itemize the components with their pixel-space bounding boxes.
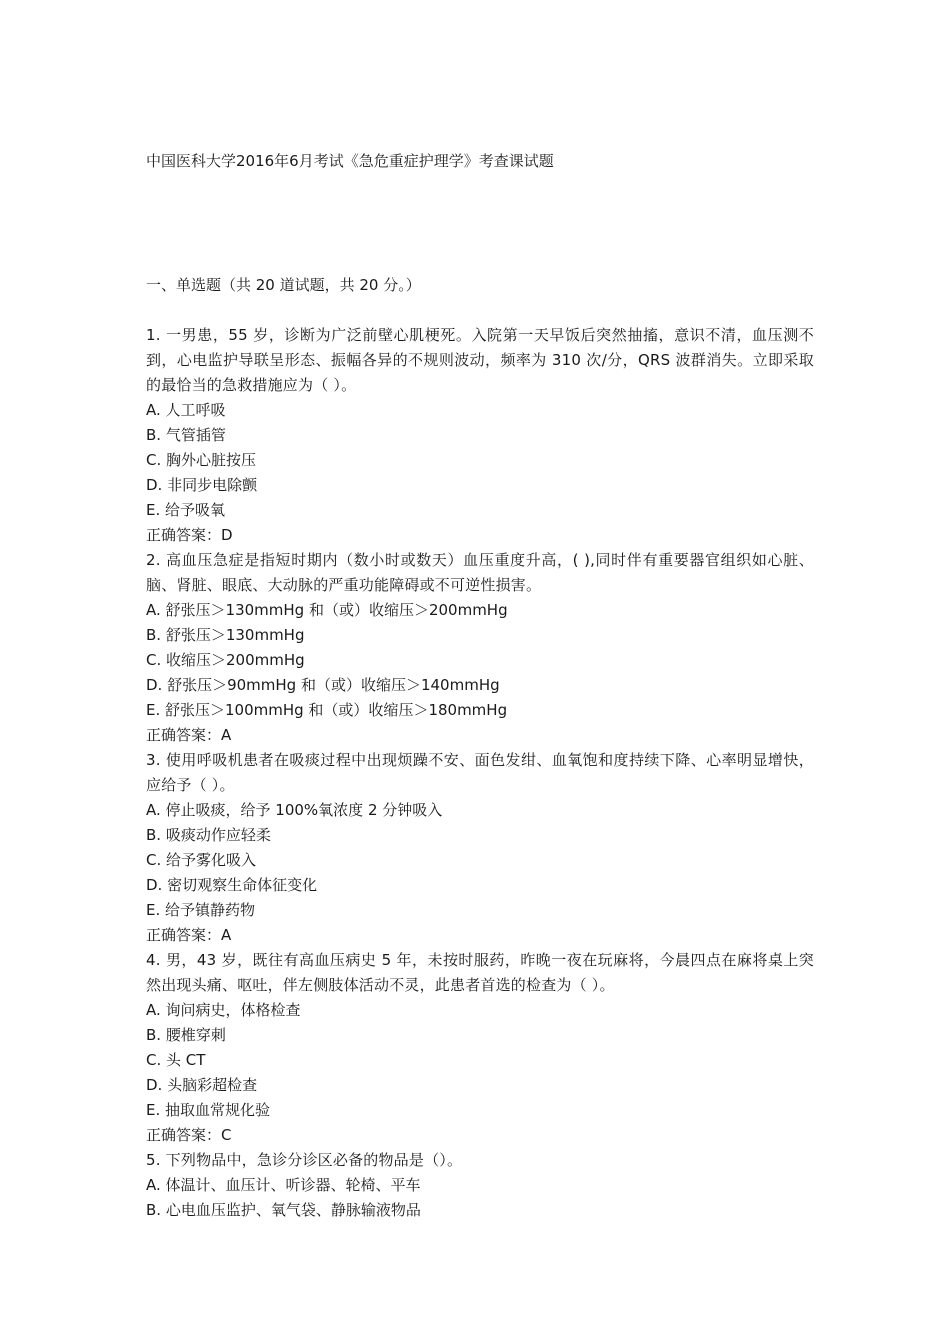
answer-option: B. 气管插管 (146, 426, 226, 444)
answer-option: B. 腰椎穿刺 (146, 1026, 226, 1044)
answer-option: D. 密切观察生命体征变化 (146, 876, 318, 894)
question-stem: 2. 高血压急症是指短时期内（数小时或数天）血压重度升高，( ),同时伴有重要器官组织如心脏、脑、肾脏、眼底、大动脉的严重功能障碍或不可逆性损害。 (146, 551, 814, 594)
answer-option: E. 抽取血常规化验 (146, 1101, 271, 1119)
document-title: 中国医科大学2016年6月考试《急危重症护理学》考查课试题 (146, 152, 554, 170)
answer-option: D. 头脑彩超检查 (146, 1076, 258, 1094)
correct-answer: 正确答案：A (146, 726, 232, 744)
answer-option: C. 头 CT (146, 1051, 206, 1069)
answer-option: E. 给予镇静药物 (146, 901, 256, 919)
answer-option: A. 舒张压＞130mmHg 和（或）收缩压＞200mmHg (146, 601, 508, 619)
answer-option: C. 给予雾化吸入 (146, 851, 257, 869)
question-stem: 1. 一男患，55 岁，诊断为广泛前壁心肌梗死。入院第一天早饭后突然抽搐，意识不清，血压测不到，心电监护导联呈形态、振幅各异的不规则波动，频率为 310 次/分，QRS 波群消失。立即采取的最恰当的急救措施应为（ ）。 (146, 326, 814, 394)
question-list (146, 323, 814, 1223)
answer-option: B. 舒张压＞130mmHg (146, 626, 305, 644)
question-stem: 5. 下列物品中，急诊分诊区必备的物品是（）。 (146, 1151, 463, 1169)
question-stem: 3. 使用呼吸机患者在吸痰过程中出现烦躁不安、面色发绀、血氧饱和度持续下降、心率明显增快，应给予（ ）。 (146, 751, 814, 794)
correct-answer: 正确答案：C (146, 1126, 232, 1144)
answer-option: E. 舒张压＞100mmHg 和（或）收缩压＞180mmHg (146, 701, 508, 719)
question-block (146, 1148, 814, 1223)
question-stem: 4. 男，43 岁，既往有高血压病史 5 年，未按时服药，昨晚一夜在玩麻将，今晨四点在麻将桌上突然出现头痛、呕吐，伴左侧肢体活动不灵，此患者首选的检查为（ ）。 (146, 951, 814, 994)
section-heading: 一、单选题（共 20 道试题，共 20 分。） (146, 276, 421, 294)
answer-option: A. 体温计、血压计、听诊器、轮椅、平车 (146, 1176, 421, 1194)
answer-option: B. 吸痰动作应轻柔 (146, 826, 271, 844)
answer-option: D. 非同步电除颤 (146, 476, 258, 494)
answer-option: C. 收缩压＞200mmHg (146, 651, 305, 669)
answer-option: E. 给予吸氧 (146, 501, 226, 519)
correct-answer: 正确答案：A (146, 926, 232, 944)
question-block (146, 548, 814, 748)
answer-option: A. 询问病史，体格检查 (146, 1001, 301, 1019)
answer-option: C. 胸外心脏按压 (146, 451, 257, 469)
answer-option: D. 舒张压＞90mmHg 和（或）收缩压＞140mmHg (146, 676, 500, 694)
question-block (146, 748, 814, 948)
correct-answer: 正确答案：D (146, 526, 233, 544)
answer-option: A. 停止吸痰，给予 100%氧浓度 2 分钟吸入 (146, 801, 443, 819)
question-block (146, 948, 814, 1148)
answer-option: B. 心电血压监护、氧气袋、静脉输液物品 (146, 1201, 421, 1219)
question-block (146, 323, 814, 548)
answer-option: A. 人工呼吸 (146, 401, 226, 419)
